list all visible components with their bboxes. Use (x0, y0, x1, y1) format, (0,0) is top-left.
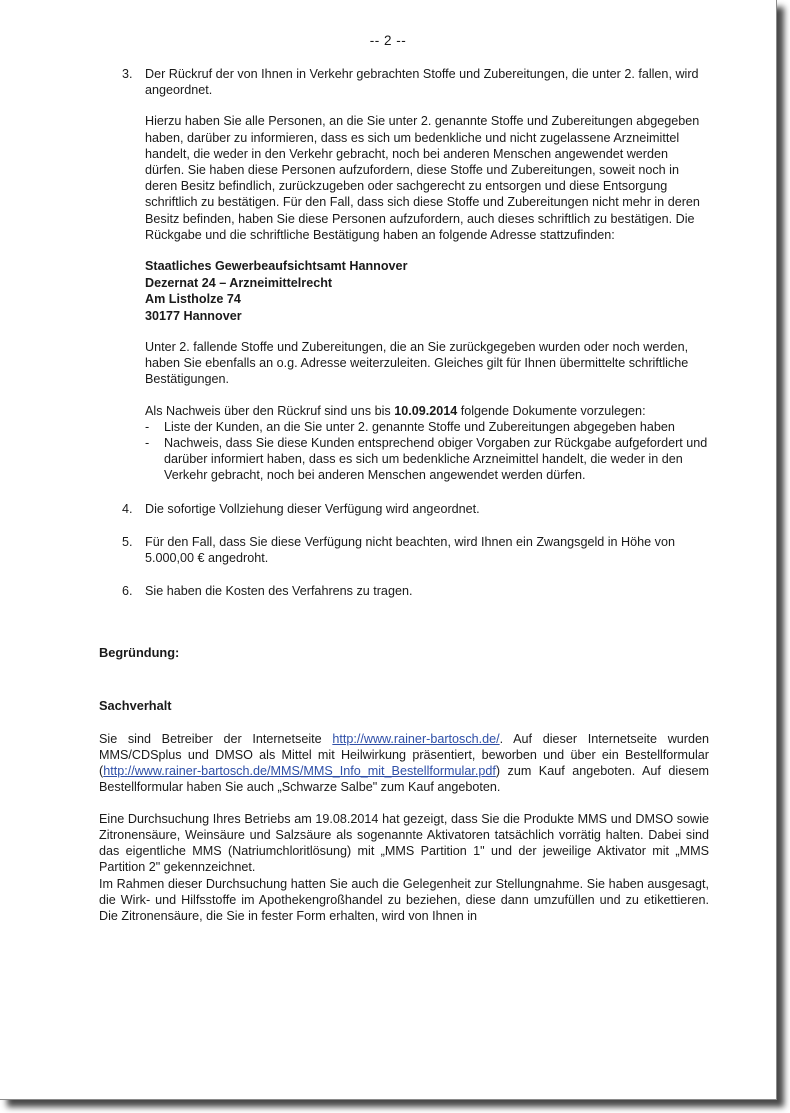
item-text: Die sofortige Vollziehung dieser Verfügung wird angeordnet. (145, 501, 480, 516)
text-fragment: . Auf dieser Internetseite wurden MMS/CDSplus und DMSO als Mittel mit Heilwirkung präsentiert, beworben und über ein Bestellformular ( (99, 731, 709, 779)
proof-text-after: folgende Dokumente vorzulegen: (457, 403, 646, 418)
forwarding-paragraph: Unter 2. fallende Stoffe und Zubereitungen, die an Sie zurückgegeben wurden oder noch werden, haben Sie ebenfalls an o.g. Adresse weiterzuleiten. Gleiches gilt für Ihnen übermittelte schriftliche Bestätigungen. (145, 340, 689, 387)
list-item (145, 435, 709, 484)
proof-text-before: Als Nachweis über den Rückruf sind uns bis (145, 403, 395, 418)
order-form-pdf-link[interactable]: http://www.rainer-bartosch.de/MMS/MMS_Info_mit_Bestellformular.pdf (103, 764, 496, 779)
address-line: Am Listholze 74 (145, 292, 241, 307)
sachverhalt-paragraph-3: Im Rahmen dieser Durchsuchung hatten Sie auch die Gelegenheit zur Stellungnahme. Sie haben ausgesagt, die Wirk- und Hilfsstoffe im Apothekengroßhandel zu beziehen, diese dann umzufüllen und zu etikettieren. Die Zitronensäure, die Sie in fester Form erhalten, wird von Ihnen in (99, 876, 709, 923)
item-text: Der Rückruf der von Ihnen in Verkehr gebrachten Stoffe und Zubereitungen, die unter 2. fallen, wird angeordnet. (145, 67, 699, 98)
text-fragment: Sie sind Betreiber der Internetseite (99, 731, 333, 746)
item-3-details (99, 113, 709, 483)
numbered-item-6 (99, 583, 709, 599)
item-number: 4. (122, 501, 133, 516)
deadline-date: 10.09.2014 (394, 403, 458, 418)
address-line: Dezernat 24 – Arzneimittelrecht (145, 275, 333, 290)
item-number: 3. (122, 67, 133, 81)
sachverhalt-paragraph-2: Eine Durchsuchung Ihres Betriebs am 19.08.2014 hat gezeigt, dass Sie die Produkte MMS und DMSO sowie Zitronensäure, Weinsäure und Salzsäure als sogenannte Aktivatoren tatsächlich vorrätig halten. Dabei sind das eigentliche MMS (Natriumchloritlösung) mit „MMS Partition 1" und der jeweilige Aktivator mit „MMS Partition 2" gekennzeichnet. (99, 811, 709, 875)
list-item (145, 419, 709, 435)
document-body (99, 66, 709, 924)
proof-deadline-paragraph (145, 403, 709, 419)
begruendung-heading: Begründung: (99, 645, 180, 661)
dash-bullet: - (145, 436, 150, 451)
address-line: Staatliches Gewerbeaufsichtsamt Hannover (145, 259, 408, 274)
numbered-item-5 (99, 534, 709, 566)
dash-bullet: - (145, 419, 150, 434)
recall-instructions-paragraph: Hierzu haben Sie alle Personen, an die Sie unter 2. genannte Stoffe und Zubereitungen abgegeben haben, darüber zu informieren, dass es sich um bedenkliche und nicht zugelassene Arzneimittel handelt, die weder in den Verkehr gebracht, noch bei anderen Menschen angewendet werden dürfen. Sie haben diese Personen aufzufordern, diese Stoffe und Zubereitungen, soweit noch in deren Besitz befindlich, zurückzugeben oder sachgerecht zu entsorgen und diese Entsorgung schriftlich zu bestätigen. Für den Fall, dass sich diese Stoffe und Zubereitungen nicht mehr in deren Besitz befinden, haben Sie diese Personen aufzufordern, auch dieses schriftlich zu bestätigen. Die Rückgabe und die schriftliche Bestätigung haben an folgende Adresse stattzufinden: (145, 114, 700, 242)
required-documents-list (145, 419, 709, 484)
item-number: 6. (122, 584, 133, 599)
address-line: 30177 Hannover (145, 308, 242, 323)
text-fragment: ) zum Kauf angeboten. Auf diesem Bestellformular haben Sie auch „Schwarze Salbe" zum Kauf angeboten. (99, 764, 709, 795)
item-text: Für den Fall, dass Sie diese Verfügung nicht beachten, wird Ihnen ein Zwangsgeld in Höhe von 5.000,00 € angedroht. (145, 534, 675, 566)
sachverhalt-paragraph-1 (99, 731, 709, 796)
page-number: -- 2 -- (369, 33, 407, 48)
list-item-text: Liste der Kunden, an die Sie unter 2. genannte Stoffe und Zubereitungen abgegeben haben (164, 419, 675, 434)
return-address (145, 258, 709, 324)
sachverhalt-heading: Sachverhalt (99, 697, 172, 713)
numbered-item-3 (99, 66, 709, 98)
list-item-text: Nachweis, dass Sie diese Kunden entsprechend obiger Vorgaben zur Rückgabe aufgefordert und darüber informiert haben, dass es sich um bedenkliche Arzneimittel handelt, die weder in den Verkehr gebracht, noch bei anderen Menschen angewendet werden dürfen. (164, 436, 708, 483)
item-text: Sie haben die Kosten des Verfahrens zu tragen. (145, 584, 413, 599)
item-number: 5. (122, 534, 133, 549)
website-link[interactable]: http://www.rainer-bartosch.de/ (332, 731, 500, 746)
numbered-item-4 (99, 501, 709, 517)
